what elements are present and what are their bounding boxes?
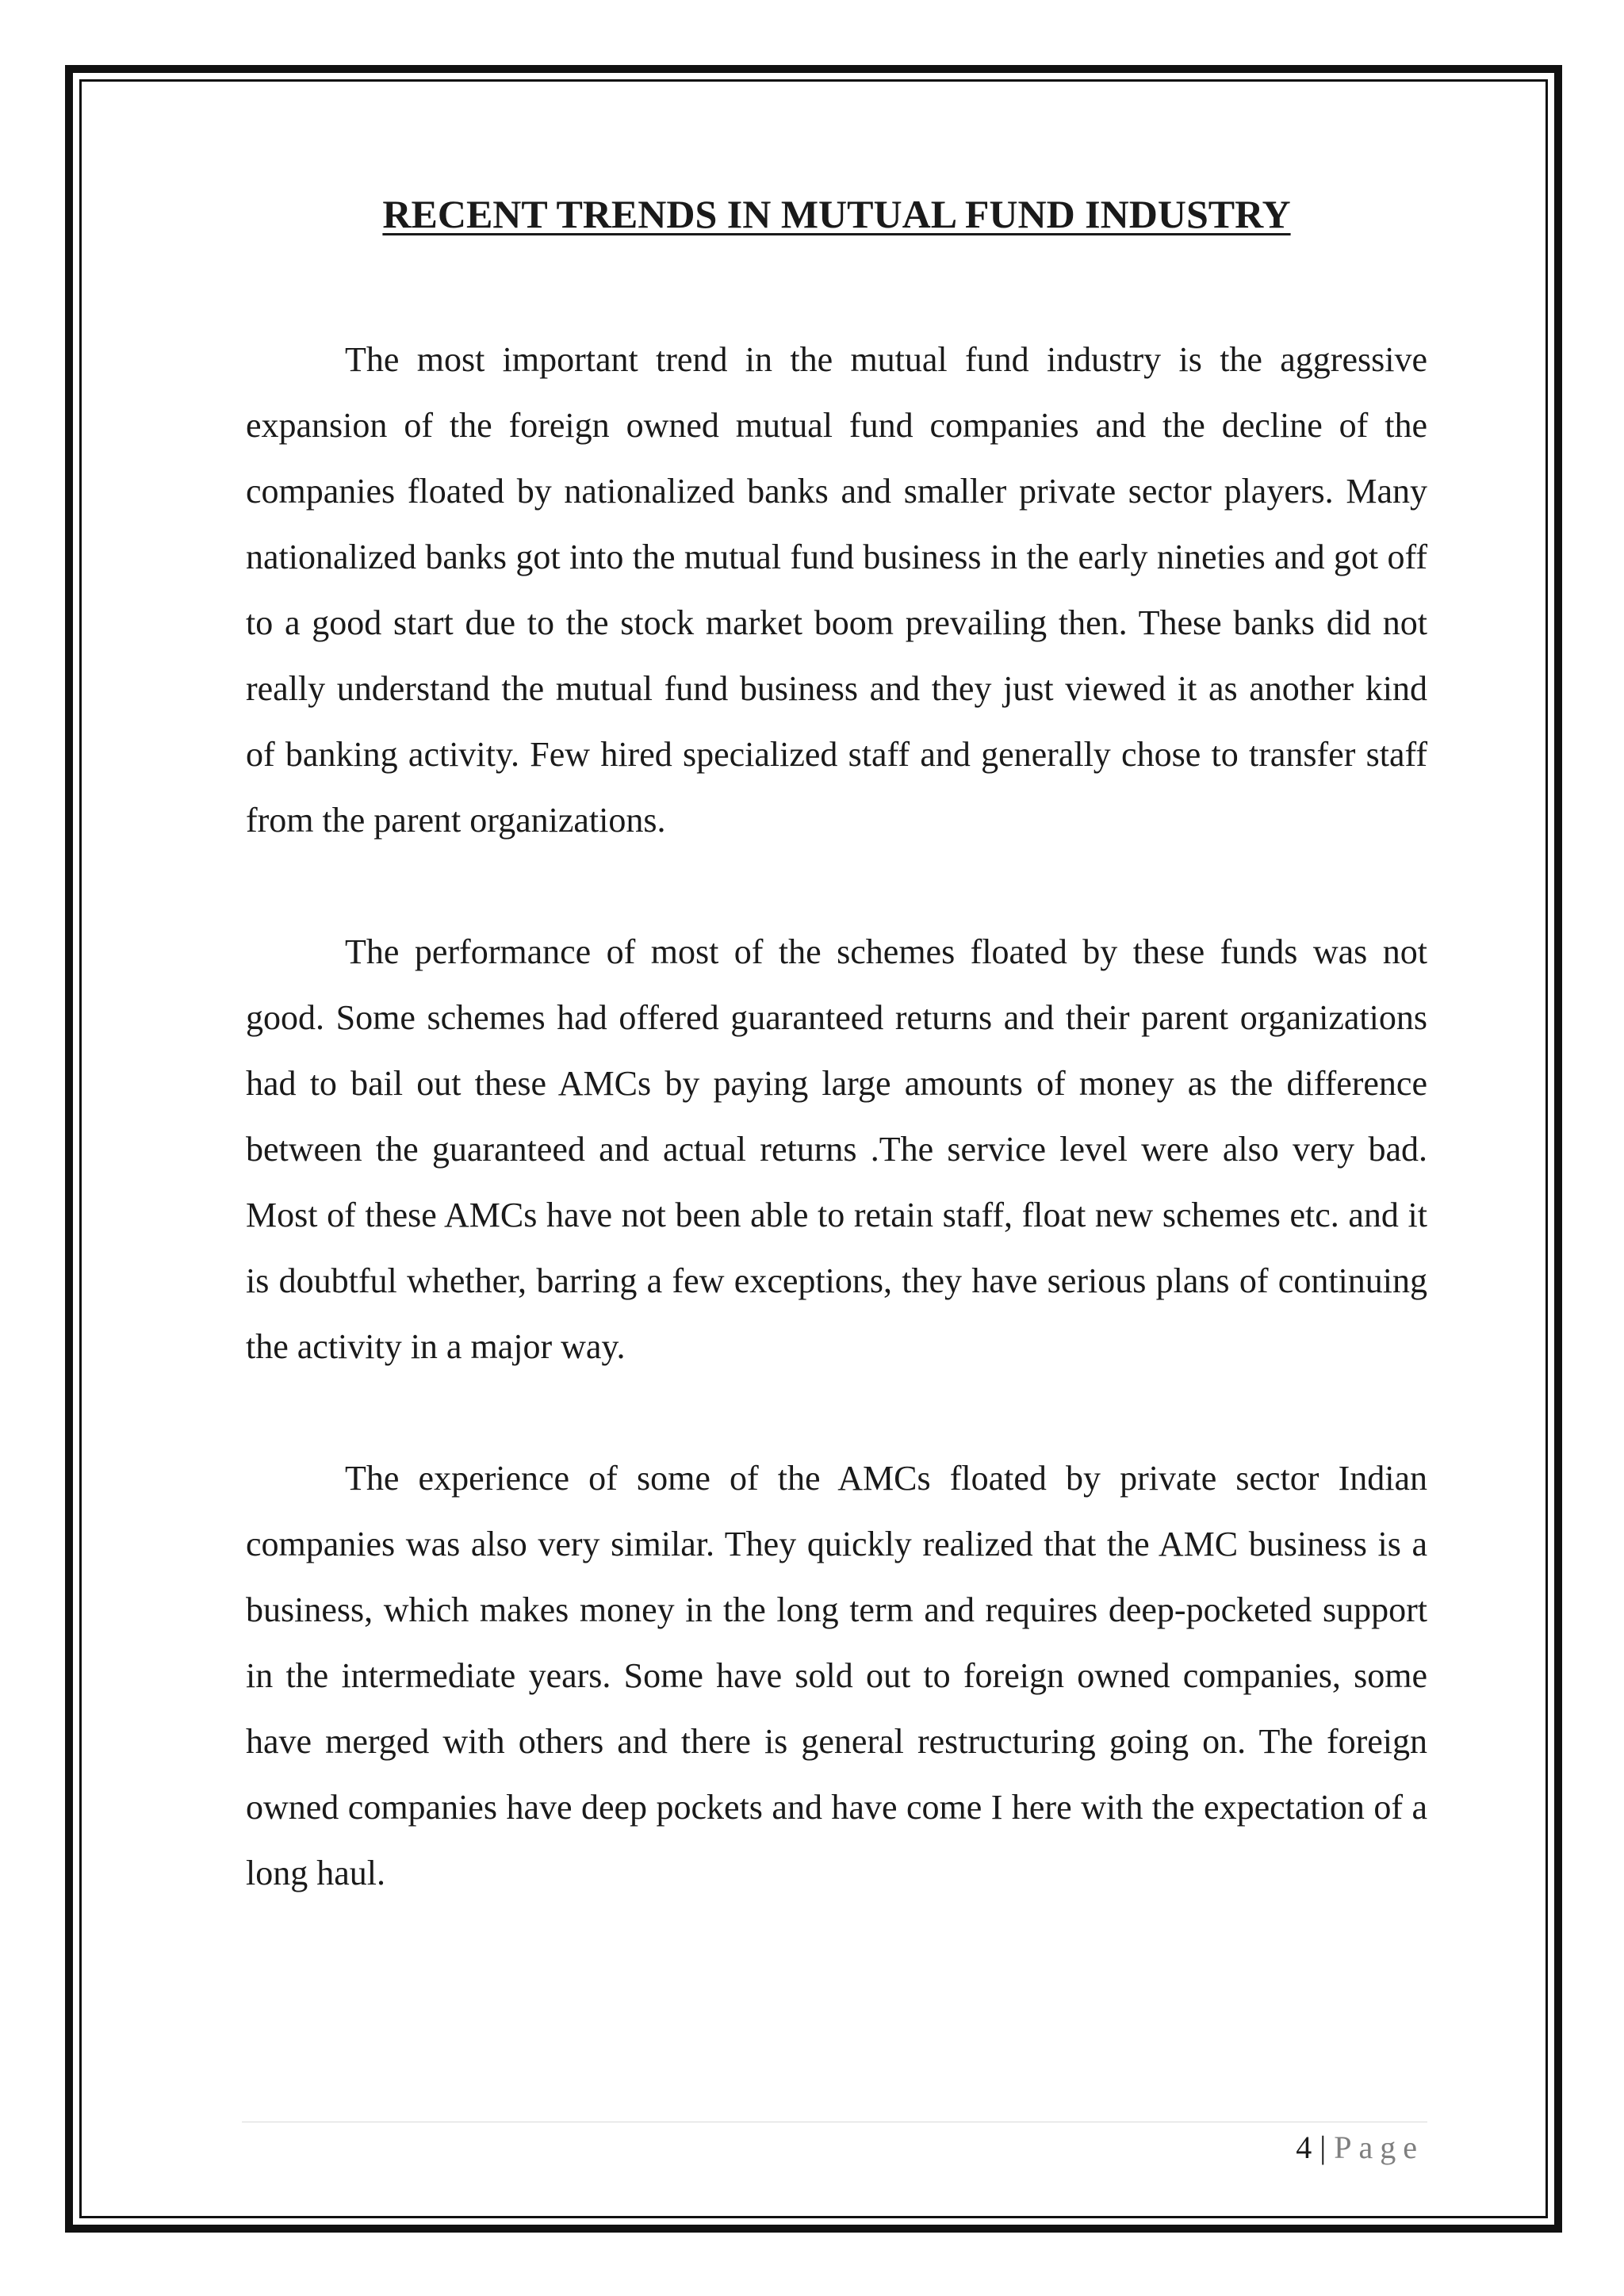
body-paragraph-2: The performance of most of the schemes floated by these funds was not good. Some schemes had offered guaranteed returns and their parent organizations had to bail out these AMCs by paying large amounts of money as the difference between the guaranteed and actual returns .The service level were also very bad. Most of these AMCs have not been able to retain staff, float new schemes etc. and it is doubtful whether, barring a few exceptions, they have serious plans of continuing the activity in a major way. xyxy=(246,932,1427,1366)
page-footer xyxy=(1296,2129,1424,2167)
body-paragraph-3: The experience of some of the AMCs floated by private sector Indian companies was also very similar. They quickly realized that the AMC business is a business, which makes money in the long term and requires deep-pocketed support in the intermediate years. Some have sold out to foreign owned companies, some have merged with others and there is general restructuring going on. The foreign owned companies have deep pockets and have come I here with the expectation of a long haul. xyxy=(246,1459,1427,1892)
page-label: Page xyxy=(1334,2130,1424,2165)
footer-separator: | xyxy=(1320,2130,1327,2165)
page-title: RECENT TRENDS IN MUTUAL FUND INDUSTRY xyxy=(382,192,1291,236)
body-paragraph-1: The most important trend in the mutual fund industry is the aggressive expansion of the foreign owned mutual fund companies and the decline of the companies floated by nationalized banks and smaller private sector players. Many nationalized banks got into the mutual fund business in the early nineties and got off to a good start due to the stock market boom prevailing then. These banks did not really understand the mutual fund business and they just viewed it as another kind of banking activity. Few hired specialized staff and generally chose to transfer staff from the parent organizations. xyxy=(246,340,1427,840)
page-content xyxy=(246,190,1427,1906)
page-number: 4 xyxy=(1296,2130,1312,2165)
